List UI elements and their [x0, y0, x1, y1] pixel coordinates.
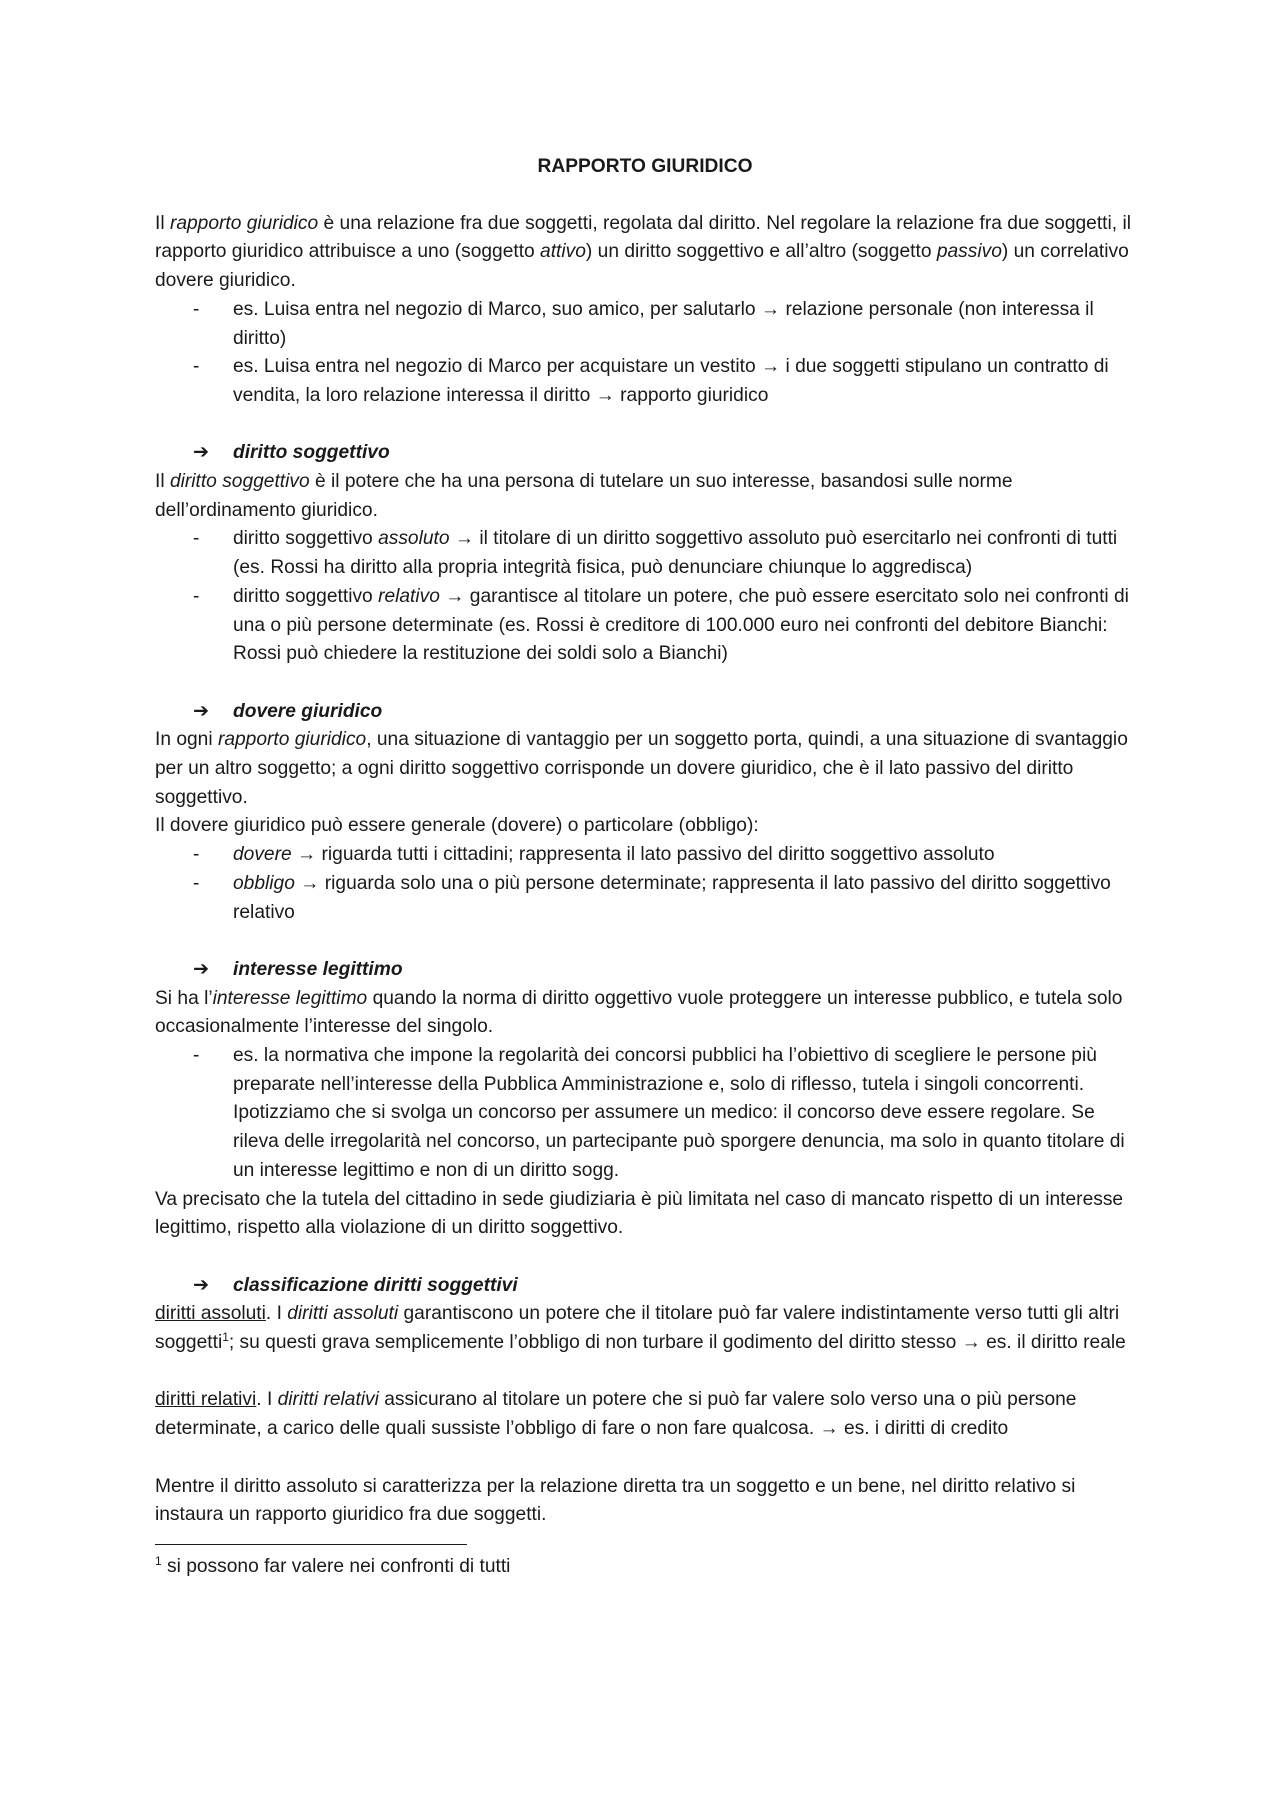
list-item: - es. Luisa entra nel negozio di Marco, suo amico, per salutarlo → relazione personale (non interessa il diritto): [155, 296, 1135, 353]
paragraph-diritti-relativi: diritti relativi. I diritti relativi assicurano al titolare un potere che si può far valere solo verso una o più persone determinate, a carico delle quali sussiste l’obbligo di fare o non fare qualcosa. → es. i diritti di credito: [155, 1389, 1077, 1440]
list-item: - es. Luisa entra nel negozio di Marco per acquistare un vestito → i due soggetti stipulano un contratto di vendita, la loro relazione interessa il diritto → rapporto giuridico: [155, 353, 1135, 410]
dash-bullet: -: [193, 872, 200, 894]
arrow-icon: ➔: [193, 700, 210, 722]
diritto-soggettivo-list: [155, 525, 1135, 669]
footnote: $^1$ si possono far valere nei confronti di tutti: [155, 1553, 511, 1577]
footnote-separator: [155, 1544, 467, 1545]
section-heading-diritto-soggettivo: ➔ diritto soggettivo: [155, 439, 1135, 468]
list-item: - dovere → riguarda tutti i cittadini; rappresenta il lato passivo del diritto soggettivo assoluto: [155, 841, 1135, 870]
paragraph-diritti-assoluti: diritti assoluti. I diritti assoluti garantiscono un potere che il titolare può far valere indistintamente verso tutti gli altri soggetti$^1$; su questi grava semplicemente l’obbligo di non turbare il godimento del diritto stesso → es. il diritto reale: [155, 1303, 1126, 1354]
list-item: - diritto soggettivo assoluto → il titolare di un diritto soggettivo assoluto può esercitarlo nei confronti di tutti (es. Rossi ha diritto alla propria integrità fisica, può denunciare chiunque lo aggredisca): [155, 525, 1135, 582]
paragraph: Il diritto soggettivo è il potere che ha una persona di tutelare un suo interesse, basandosi sulle norme dell’ordinamento giuridico.: [155, 471, 1013, 521]
paragraph: Si ha l’interesse legittimo quando la norma di diritto oggettivo vuole proteggere un interesse pubblico, e tutela solo occasionalmente l’interesse del singolo.: [155, 987, 1123, 1038]
list-item: - diritto soggettivo relativo → garantisce al titolare un potere, che può essere esercitato solo nei confronti di una o più persone determinate (es. Rossi è creditore di 100.000 euro nei confronti del debitore Bianchi: Rossi può chiedere la restituzione dei soldi solo a Bianchi): [155, 583, 1135, 669]
dash-bullet: -: [193, 844, 200, 866]
arrow-icon: ➔: [193, 442, 210, 464]
arrow-icon: ➔: [193, 958, 210, 980]
interesse-list: [155, 1042, 1135, 1186]
dash-bullet: -: [193, 298, 200, 320]
dovere-list: [155, 841, 1135, 927]
dash-bullet: -: [193, 585, 200, 607]
footnote-reference[interactable]: 1: [222, 1330, 229, 1345]
section-heading-dovere-giuridico: ➔ dovere giuridico: [155, 698, 1135, 727]
dash-bullet: -: [193, 356, 200, 378]
document-page: [155, 153, 1135, 1582]
list-item: - obbligo → riguarda solo una o più persone determinate; rappresenta il lato passivo del diritto soggettivo relativo: [155, 870, 1135, 927]
paragraph: Va precisato che la tutela del cittadino in sede giudiziaria è più limitata nel caso di mancato rispetto di un interesse legittimo, rispetto alla violazione di un diritto soggettivo.: [155, 1188, 1124, 1239]
paragraph: Mentre il diritto assoluto si caratterizza per la relazione diretta tra un soggetto e un bene, nel diritto relativo si instaura un rapporto giuridico fra due soggetti.: [155, 1475, 1076, 1526]
dash-bullet: -: [193, 1045, 200, 1067]
section-heading-interesse-legittimo: ➔ interesse legittimo: [155, 956, 1135, 985]
intro-list: [155, 296, 1135, 411]
arrow-icon: ➔: [193, 1274, 210, 1296]
page-title: RAPPORTO GIURIDICO: [537, 156, 753, 177]
list-item: - es. la normativa che impone la regolarità dei concorsi pubblici ha l’obiettivo di scegliere le persone più preparate nell’interesse della Pubblica Amministrazione e, solo di riflesso, tutela i singoli concorrenti. Ipotizziamo che si svolga un concorso per assumere un medico: il concorso deve essere regolare. Se rileva delle irregolarità nel concorso, un partecipante può sporgere denuncia, ma solo in quanto titolare di un interesse legittimo e non di un diritto sogg.: [155, 1042, 1135, 1186]
section-heading-classificazione: ➔ classificazione diritti soggettivi: [155, 1272, 1135, 1301]
paragraph: In ogni rapporto giuridico, una situazione di vantaggio per un soggetto porta, quindi, a una situazione di svantaggio per un altro soggetto; a ogni diritto soggettivo corrisponde un dovere giuridico, che è il lato passivo del diritto soggettivo.: [155, 729, 1128, 808]
dash-bullet: -: [193, 528, 200, 550]
intro-paragraph: Il rapporto giuridico è una relazione fra due soggetti, regolata dal diritto. Nel regolare la relazione fra due soggetti, il rapporto giuridico attribuisce a uno (soggetto attivo) un diritto soggettivo e all’altro (soggetto passivo) un correlativo dovere giuridico.: [155, 212, 1131, 292]
paragraph: Il dovere giuridico può essere generale (dovere) o particolare (obbligo):: [155, 815, 759, 837]
